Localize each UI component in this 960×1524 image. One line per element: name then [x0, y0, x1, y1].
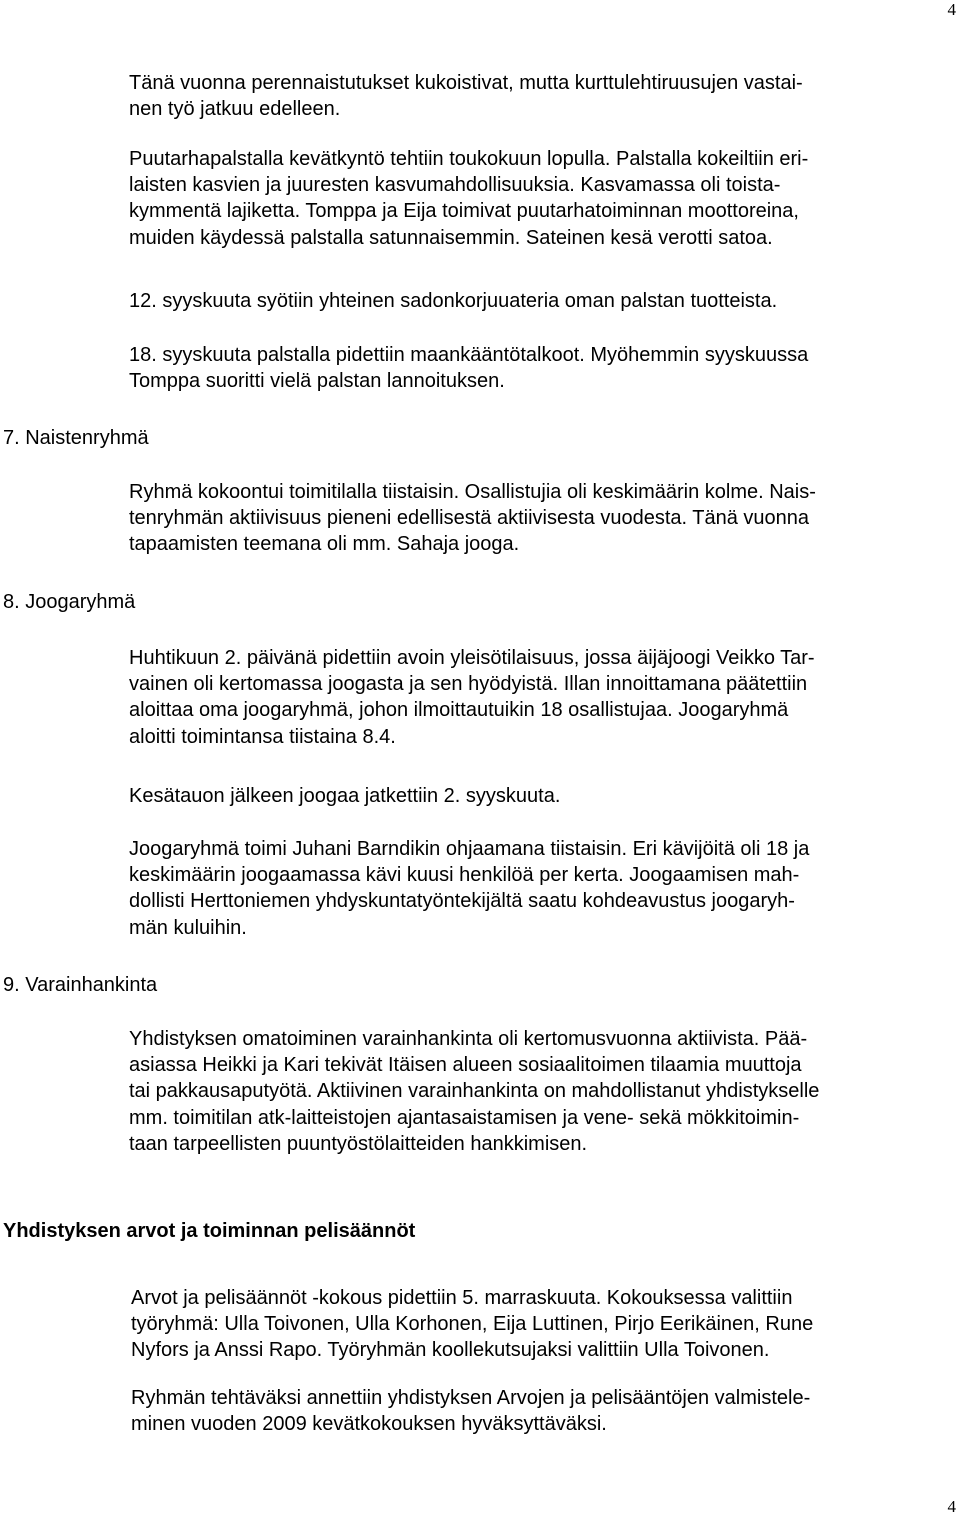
text-line: keskimäärin joogaamassa kävi kuusi henkilöä per kerta. Joogaamisen mah- — [129, 864, 800, 887]
text-line: Ryhmä kokoontui toimitilalla tiistaisin. Osallistujia oli keskimäärin kolme. Nais- — [129, 481, 816, 503]
text-line: työryhmä: Ulla Toivonen, Ulla Korhonen, Eija Luttinen, Pirjo Eerikäinen, Rune — [131, 1313, 814, 1336]
text-line: nen työ jatkuu edelleen. — [129, 98, 341, 121]
paragraph-perennat — [129, 70, 949, 122]
section-heading-varainhankinta: 9. Varainhankinta — [3, 974, 158, 996]
text-line: asiassa Heikki ja Kari tekivät Itäisen alueen sosiaalitoimen tilaamia muuttoja — [129, 1054, 802, 1077]
text-line: aloittaa oma joogaryhmä, johon ilmoittautuikin 18 osallistujaa. Joogaryhmä — [129, 699, 789, 722]
paragraph-sadonkorjuu — [129, 288, 949, 314]
text-line: Yhdistyksen omatoiminen varainhankinta oli kertomusvuonna aktiivista. Pää- — [129, 1028, 808, 1050]
text-line: vainen oli kertomassa joogasta ja sen hyödyistä. Illan innoittamana päätettiin — [129, 673, 808, 696]
paragraph-puutarhapalsta — [129, 146, 949, 251]
text-line: aloitti toimintansa tiistaina 8.4. — [129, 725, 396, 748]
text-line: 18. syyskuuta palstalla pidettiin maankääntötalkoot. Myöhemmin syyskuussa — [129, 344, 809, 366]
section-heading-naistenryhma: 7. Naistenryhmä — [3, 427, 149, 449]
text-line: Arvot ja pelisäännöt -kokous pidettiin 5. marraskuuta. Kokouksessa valittiin — [131, 1287, 793, 1309]
text-line: Kesätauon jälkeen joogaa jatkettiin 2. syyskuuta. — [129, 785, 561, 807]
page-number-bottom: 4 — [947, 1497, 956, 1516]
paragraph-maankaanto — [129, 342, 949, 394]
text-line: muiden käydessä palstalla satunnaisemmin. Sateinen kesä verotti satoa. — [129, 226, 773, 249]
text-line: Huhtikuun 2. päivänä pidettiin avoin yleisötilaisuus, jossa äijäjoogi Veikko Tar- — [129, 647, 815, 669]
text-line: tenryhmän aktiivisuus pieneni edellisestä aktiivisesta vuodesta. Tänä vuonna — [129, 507, 810, 530]
text-line: minen vuoden 2009 kevätkokouksen hyväksyttäväksi. — [131, 1413, 607, 1436]
text-line: Ryhmän tehtäväksi annettiin yhdistyksen Arvojen ja pelisääntöjen valmistele- — [131, 1387, 811, 1409]
text-line: taan tarpeellisten puuntyöstölaitteiden hankkimisen. — [129, 1132, 588, 1155]
paragraph-ryhman-tehtava — [131, 1385, 951, 1437]
text-line: Nyfors ja Anssi Rapo. Työryhmän koollekutsujaksi valittiin Ulla Toivonen. — [131, 1339, 770, 1362]
paragraph-kesatauko — [129, 783, 949, 809]
text-line: laisten kasvien ja juuresten kasvumahdollisuuksia. Kasvamassa oli toista- — [129, 174, 781, 197]
text-line: 12. syyskuuta syötiin yhteinen sadonkorjuuateria oman palstan tuotteista. — [129, 290, 778, 312]
main-heading-arvot: Yhdistyksen arvot ja toiminnan pelisäännöt — [3, 1220, 416, 1242]
text-line: Tomppa suoritti vielä palstan lannoituksen. — [129, 370, 505, 393]
paragraph-arvot-kokous — [131, 1285, 951, 1364]
text-line: Tänä vuonna perennaistutukset kukoistivat, mutta kurttulehtiruusujen vastai- — [129, 72, 803, 94]
text-line: kymmentä lajiketta. Tomppa ja Eija toimivat puutarhatoiminnan moottoreina, — [129, 200, 799, 223]
text-line: tai pakkausaputyötä. Aktiivinen varainhankinta on mahdollistanut yhdistykselle — [129, 1080, 820, 1103]
text-line: Puutarhapalstalla kevätkyntö tehtiin toukokuun lopulla. Palstalla kokeiltiin eri- — [129, 148, 809, 170]
text-line: Joogaryhmä toimi Juhani Barndikin ohjaamana tiistaisin. Eri kävijöitä oli 18 ja — [129, 838, 810, 860]
paragraph-joogaryhma-toiminta — [129, 836, 949, 941]
text-line: tapaamisten teemana oli mm. Sahaja jooga. — [129, 533, 520, 556]
paragraph-varainhankinta — [129, 1026, 949, 1157]
section-heading-joogaryhma: 8. Joogaryhmä — [3, 591, 136, 613]
paragraph-naistenryhma — [129, 479, 949, 558]
text-line: dollisti Herttoniemen yhdyskuntatyöntekijältä saatu kohdeavustus joogaryh- — [129, 890, 795, 913]
page-number-top: 4 — [947, 0, 956, 19]
paragraph-joogaryhma-alku — [129, 645, 949, 750]
text-line: mm. toimitilan atk-laitteistojen ajantasaistamisen ja vene- sekä mökkitoimin- — [129, 1106, 800, 1129]
text-line: män kuluihin. — [129, 916, 247, 939]
